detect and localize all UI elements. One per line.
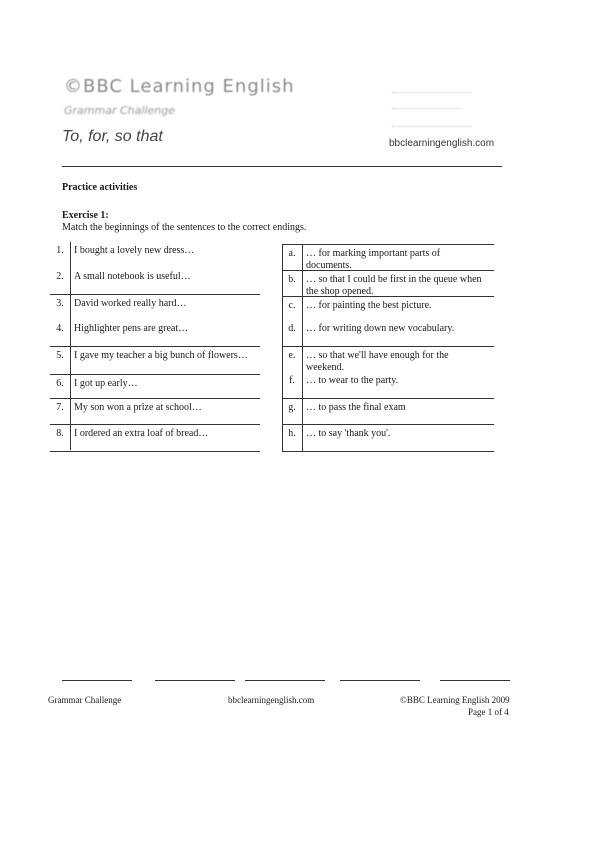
row-number: 8.	[56, 428, 64, 439]
footer-rule	[155, 680, 235, 681]
row-number: 2.	[56, 271, 64, 282]
footer-rule	[440, 680, 510, 681]
row-number: 1.	[56, 245, 64, 256]
website-url: bbclearningenglish.com	[389, 138, 495, 149]
table-row	[282, 296, 494, 321]
section-title: Practice activities	[62, 182, 138, 193]
row-letter: e.	[288, 350, 296, 361]
page-title: To, for, so that	[62, 128, 163, 145]
row-letter: d.	[288, 323, 296, 334]
header-faded-line	[392, 100, 462, 109]
sentence-beginning: I ordered an extra loaf of bread…	[74, 428, 209, 439]
sentence-beginning: David worked really hard…	[74, 298, 187, 309]
footer-center: bbclearningenglish.com	[228, 695, 315, 705]
table-row	[282, 424, 494, 452]
table-row	[282, 372, 494, 398]
sentence-ending: … for painting the best picture.	[306, 300, 432, 311]
footer-rule	[245, 680, 325, 681]
sentence-beginning: I bought a lovely new dress…	[74, 245, 195, 256]
table-row	[282, 270, 494, 297]
row-number: 4.	[56, 323, 64, 334]
table-row	[282, 320, 494, 346]
row-number: 5.	[56, 350, 64, 361]
row-letter: f.	[289, 375, 295, 386]
table-row	[50, 346, 260, 375]
sentence-ending: … so that I could be first in the queue when the shop opened.	[306, 274, 482, 297]
table-row	[50, 398, 260, 425]
sentence-ending: … for marking important parts of documents.	[306, 248, 441, 271]
table-row	[50, 242, 260, 268]
footer-page-number: Page 1 of 4	[468, 707, 509, 717]
exercise-title: Exercise 1:	[62, 210, 109, 221]
sentence-beginning: Highlighter pens are great…	[74, 323, 189, 334]
table-row	[50, 374, 260, 399]
bbc-learning-english-logo: ©BBC Learning English	[64, 76, 295, 97]
row-number: 6.	[56, 378, 64, 389]
row-letter: a.	[288, 248, 296, 259]
footer-rule	[340, 680, 420, 681]
header-divider	[62, 166, 502, 167]
row-number: 7.	[56, 402, 64, 413]
row-letter: g.	[288, 402, 296, 413]
sentence-ending: … to say 'thank you'.	[306, 428, 391, 439]
footer-rule	[62, 680, 132, 681]
sentence-beginning: I gave my teacher a big bunch of flowers…	[74, 350, 248, 361]
table-row	[50, 424, 260, 452]
table-row	[282, 244, 494, 271]
table-row	[50, 268, 260, 294]
row-number: 3.	[56, 298, 64, 309]
table-row	[50, 294, 260, 321]
footer-left: Grammar Challenge	[48, 695, 122, 705]
table-row	[50, 320, 260, 346]
sentence-beginning: A small notebook is useful…	[74, 271, 191, 282]
table-row	[282, 398, 494, 425]
exercise-instruction: Match the beginnings of the sentences to the correct endings.	[62, 222, 307, 233]
row-letter: h.	[288, 428, 296, 439]
row-letter: c.	[288, 300, 296, 311]
sentence-ending: … so that we'll have enough for the weekend.	[306, 350, 449, 373]
sentence-beginning: I got up early…	[74, 378, 138, 389]
header-faded-line	[392, 122, 472, 127]
sentence-ending: … to wear to the party.	[306, 375, 399, 386]
logo-subtitle: Grammar Challenge	[64, 104, 175, 117]
sentence-beginning: My son won a prize at school…	[74, 402, 202, 413]
row-letter: b.	[288, 274, 296, 285]
footer-copyright: ©BBC Learning English 2009	[400, 695, 510, 705]
table-row	[282, 346, 494, 373]
sentence-ending: … for writing down new vocabulary.	[306, 323, 455, 334]
header-faded-line	[392, 84, 472, 93]
sentence-ending: … to pass the final exam	[306, 402, 406, 413]
